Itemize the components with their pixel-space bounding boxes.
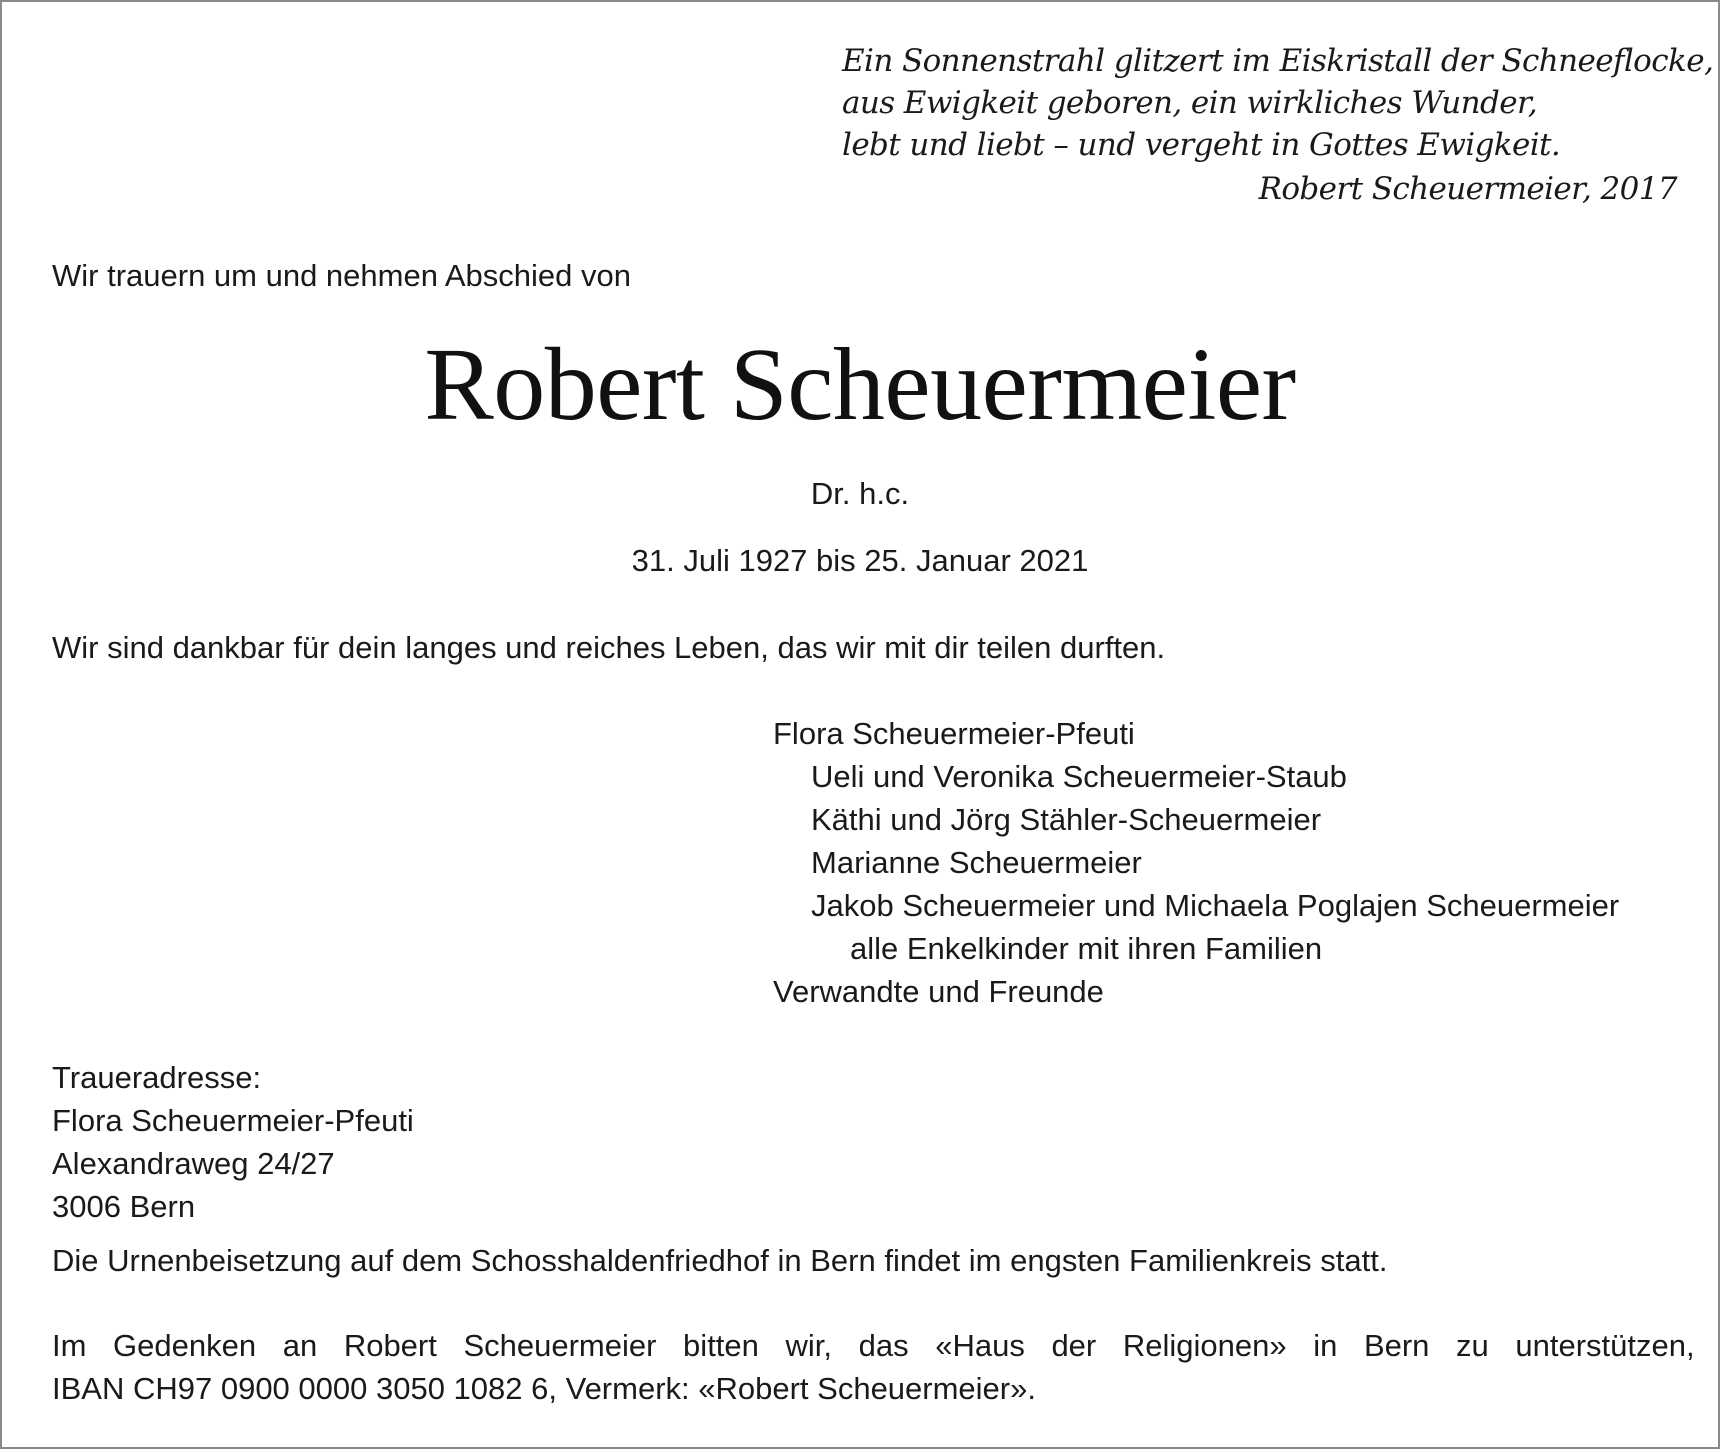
mourner-name: Marianne Scheuermeier — [811, 845, 1142, 880]
mourning-address — [52, 1056, 414, 1228]
deceased-title: Dr. h.c. — [810, 476, 910, 511]
mourner-name: Ueli und Veronika Scheuermeier-Staub — [811, 759, 1347, 794]
life-dates: 31. Juli 1927 bis 25. Januar 2021 — [631, 543, 1089, 578]
poem-line: lebt und liebt – und vergeht in Gottes Ewigkeit. — [842, 127, 1561, 163]
donation-line: IBAN CH97 0900 0000 3050 1082 6, Vermerk: «Robert Scheuermeier». — [52, 1371, 1036, 1406]
donation-notice — [52, 1324, 1695, 1410]
thanks-text: Wir sind dankbar für dein langes und reiches Leben, das wir mit dir teilen durften. — [52, 630, 1166, 665]
address-name: Flora Scheuermeier-Pfeuti — [52, 1103, 414, 1138]
address-label: Traueradresse: — [52, 1060, 262, 1095]
mourner-name: Flora Scheuermeier-Pfeuti — [773, 716, 1135, 751]
mourner-name: alle Enkelkinder mit ihren Familien — [850, 931, 1323, 966]
burial-notice: Die Urnenbeisetzung auf dem Schosshaldenfriedhof in Bern findet im engsten Familienkreis statt. — [52, 1243, 1388, 1278]
poem-line: aus Ewigkeit geboren, ein wirkliches Wunder, — [842, 85, 1538, 121]
mourner-name: Verwandte und Freunde — [773, 974, 1104, 1009]
poem-line: Ein Sonnenstrahl glitzert im Eiskristall der Schneeflocke, — [842, 43, 1714, 79]
address-street: Alexandraweg 24/27 — [52, 1146, 335, 1181]
address-city: 3006 Bern — [52, 1189, 196, 1224]
poem — [842, 40, 1714, 210]
mourner-name: Käthi und Jörg Stähler-Scheuermeier — [811, 802, 1322, 837]
donation-line: Im Gedenken an Robert Scheuermeier bitten wir, das «Haus der Religionen» in Bern zu unterstützen, — [52, 1328, 1695, 1363]
intro-text: Wir trauern um und nehmen Abschied von — [52, 258, 631, 293]
deceased-name: Robert Scheuermeier — [424, 327, 1296, 442]
mourner-name: Jakob Scheuermeier und Michaela Poglajen Scheuermeier — [811, 888, 1620, 923]
poem-attribution: Robert Scheuermeier, 2017 — [1258, 171, 1677, 207]
mourners-list — [773, 712, 1619, 1013]
